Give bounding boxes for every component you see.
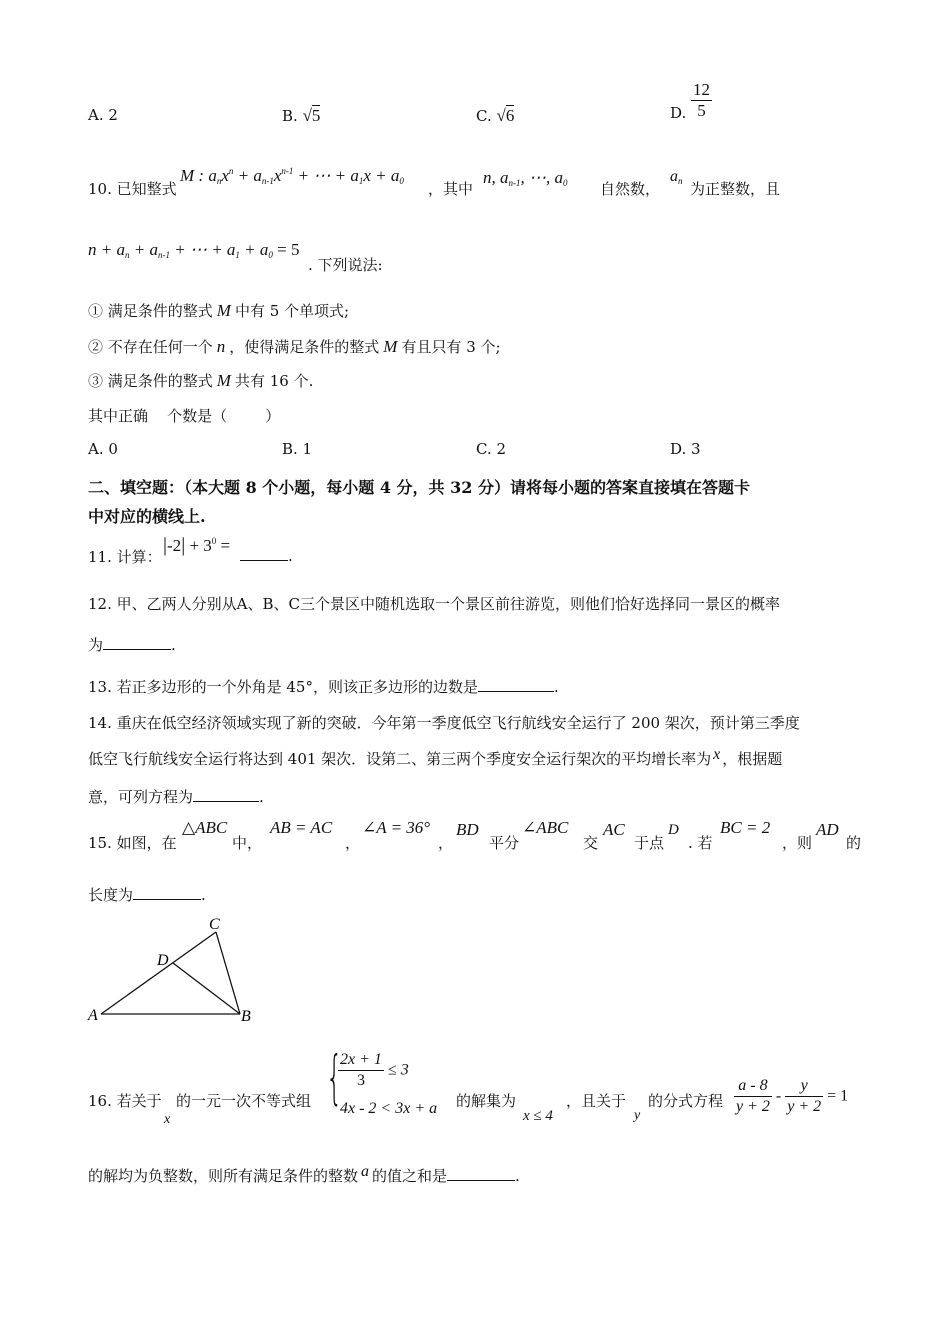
q9-option-d: D. $\frac{12}{5}$ bbox=[670, 79, 711, 122]
q10-condition-tail: . 下列说法: bbox=[308, 256, 383, 274]
label-a: A bbox=[88, 1007, 98, 1024]
q16-y: y bbox=[634, 1108, 641, 1123]
q16-solset: x ≤ 4 bbox=[523, 1108, 553, 1124]
q15-comma-1: ， bbox=[345, 834, 361, 852]
q10-lead: 10. 已知整式 bbox=[88, 180, 177, 198]
q16-mid2: ，且关于 bbox=[566, 1092, 627, 1110]
q10-mid: ，其中 bbox=[428, 180, 474, 198]
q15-de: 的 bbox=[846, 834, 862, 852]
q10-polynomial: M : $a_nx^n + a_{n-1}x^{n-1}$ + ⋯ + $a_1x + a_0$ bbox=[180, 166, 404, 186]
q10-statement-2: ② 不存在任何一个 n ，使得满足条件的整式 M 有且只有 3 个; bbox=[88, 337, 501, 356]
q9-option-c: C. √6 bbox=[476, 106, 515, 125]
q15-d: D bbox=[668, 822, 679, 838]
section-2-heading-line1: 二、填空题：（本大题 8 个小题，每小题 4 分，共 32 分）请将每小题的答案直接填在答题卡 bbox=[88, 478, 750, 497]
segment-cb bbox=[216, 932, 240, 1014]
q16-lead: 16. 若关于 bbox=[88, 1092, 162, 1110]
q10-option-a: A. 0 bbox=[88, 440, 118, 458]
q14-line1: 14. 重庆在低空经济领域实现了新的突破．今年第一季度低空飞行航线安全运行了 200 架次，预计第三季度 bbox=[88, 714, 800, 732]
label-d: D bbox=[157, 952, 169, 969]
q12-answer-blank[interactable] bbox=[103, 635, 171, 650]
q16-answer-blank[interactable] bbox=[447, 1166, 515, 1181]
label-c: C bbox=[209, 916, 220, 933]
q10-option-d: D. 3 bbox=[670, 440, 701, 458]
q16-mid1: 的一元一次不等式组 bbox=[176, 1092, 312, 1110]
q9-option-a: A. 2 bbox=[88, 106, 118, 124]
q15-ruo: . 若 bbox=[688, 834, 713, 852]
q15-triangle-figure bbox=[80, 905, 270, 1030]
q15-abc: ∠ABC bbox=[522, 818, 569, 837]
q10-natural: 自然数， bbox=[600, 180, 661, 198]
q12-line1: 12. 甲、乙两人分别从A、B、C三个景区中随机选取一个景区前往游览，则他们恰好选择同一景区的概率 bbox=[88, 595, 780, 613]
q16-fraction-equation: $\frac{a - 8}{y + 2}$ - $\frac{y}{y + 2}$ = 1 bbox=[736, 1077, 849, 1115]
q10-option-b: B. 1 bbox=[282, 440, 313, 458]
q10-vars: n, $a_{n-1}$, ⋯, $a_0$ bbox=[483, 168, 568, 188]
q10-question: 其中正确 个数是（ ） bbox=[88, 407, 281, 425]
q10-an: $a_n$ bbox=[670, 168, 683, 186]
q15-bc: BC = 2 bbox=[720, 818, 771, 837]
q15-ac: AC bbox=[603, 820, 625, 839]
q15-answer-blank[interactable] bbox=[133, 885, 201, 900]
q14-line3: 意，可列方程为 . bbox=[88, 788, 264, 806]
q15-lead: 15. 如图，在 bbox=[88, 834, 177, 852]
q12-line2: 为 . bbox=[88, 636, 176, 654]
q16-mid3: 的分式方程 bbox=[648, 1092, 724, 1110]
q14-answer-blank[interactable] bbox=[193, 787, 259, 802]
q15-bd: BD bbox=[456, 820, 479, 839]
q11-expression: $|-2| + 3^0$ = bbox=[163, 534, 231, 556]
q10-option-c: C. 2 bbox=[476, 440, 507, 458]
q10-statement-1: ① 满足条件的整式 M 中有 5 个单项式; bbox=[88, 301, 350, 320]
q11-answer-blank[interactable]: . bbox=[240, 546, 293, 565]
q16-brace: { bbox=[326, 1043, 343, 1111]
q15-angle: ∠A = 36° bbox=[362, 818, 431, 837]
q10-condition: $n + a_n + a_{n-1}$ + ⋯ + $a_1 + a_0 = 5$ bbox=[88, 240, 300, 260]
segment-ac bbox=[101, 932, 216, 1014]
q15-comma-2: ， bbox=[438, 834, 454, 852]
q15-zhong: 中， bbox=[232, 834, 263, 852]
q15-yudian: 于点 bbox=[634, 834, 665, 852]
q16-x: x bbox=[164, 1112, 171, 1127]
q10-positive: 为正整数，且 bbox=[690, 180, 781, 198]
section-2-heading-line2: 中对应的横线上. bbox=[88, 507, 206, 526]
q16-line2: 的解均为负整数，则所有满足条件的整数 a 的值之和是 . bbox=[88, 1163, 520, 1185]
q15-jiao: 交 bbox=[583, 834, 599, 852]
q16-solset-pre: 的解集为 bbox=[456, 1092, 517, 1110]
q16-ineq2: 4x - 2 < 3x + a bbox=[340, 1100, 438, 1117]
q9-option-b: B. √5 bbox=[282, 106, 321, 125]
q15-ze: ，则 bbox=[782, 834, 813, 852]
q11-lead: 11. 计算： bbox=[88, 548, 162, 566]
q16-ineq1: $\frac{2x + 1}{3}$ ≤ 3 bbox=[340, 1051, 409, 1089]
segment-bd bbox=[173, 963, 240, 1014]
q15-line2: 长度为 . bbox=[88, 886, 206, 904]
q13-answer-blank[interactable] bbox=[478, 677, 554, 692]
q15-triangle: △ABC bbox=[182, 818, 228, 837]
label-b: B bbox=[241, 1008, 251, 1025]
q14-line2: 低空飞行航线安全运行将达到 401 架次．设第二、第三两个季度安全运行架次的平均增长率为 x ，根据题 bbox=[88, 746, 783, 768]
q15-pingfen: 平分 bbox=[489, 834, 520, 852]
q15-ad: AD bbox=[816, 820, 839, 839]
q15-eq1: AB = AC bbox=[270, 818, 333, 837]
q10-statement-3: ③ 满足条件的整式 M 共有 16 个. bbox=[88, 371, 314, 390]
q13-text: 13. 若正多边形的一个外角是 45°，则该正多边形的边数是 . bbox=[88, 678, 559, 696]
